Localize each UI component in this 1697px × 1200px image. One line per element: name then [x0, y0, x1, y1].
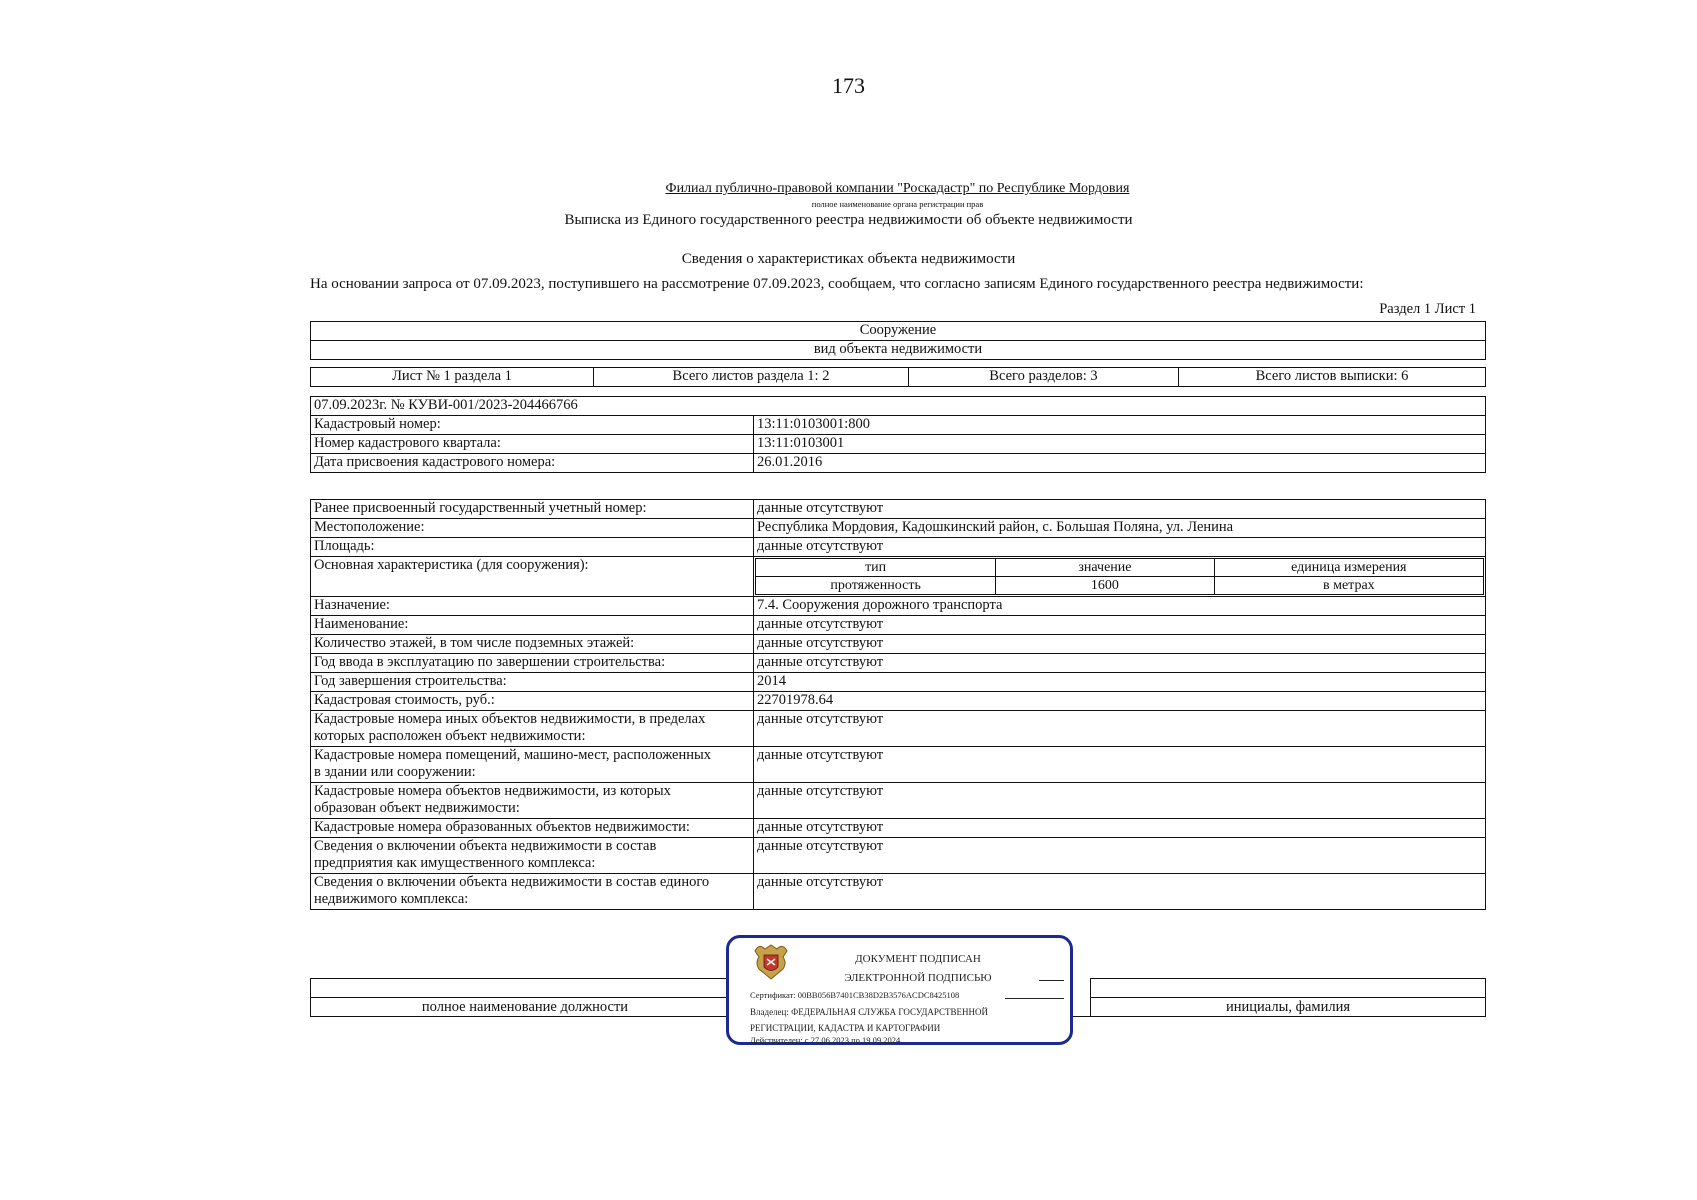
row-value: данные отсутствуют [754, 654, 1486, 673]
name-blank [1091, 979, 1486, 998]
row-label: Кадастровый номер: [311, 416, 754, 435]
table-row [311, 635, 1486, 654]
row-label: Наименование: [311, 616, 754, 635]
row-value: данные отсутствуют [754, 538, 1486, 557]
row-label-line: недвижимого комплекса: [314, 891, 469, 907]
table-row [311, 435, 1486, 454]
table-row [311, 711, 1486, 747]
object-kind-table [310, 321, 1486, 360]
row-label-line: Кадастровые номера объектов недвижимости, из которых [314, 783, 671, 799]
stamp-validity: Действителен: с 27.06.2023 по 19.09.2024 [750, 1035, 901, 1045]
column-header: значение [996, 559, 1214, 577]
row-value: данные отсутствуют [754, 838, 1486, 874]
organization-text: Филиал публично-правовой компании "Роскадастр" по Республике Мордовия [665, 181, 1130, 196]
row-value: 7.4. Сооружения дорожного транспорта [754, 597, 1486, 616]
row-label: Ранее присвоенный государственный учетный номер: [311, 500, 754, 519]
table-row [311, 519, 1486, 538]
row-label [311, 711, 754, 747]
row-value: данные отсутствуют [754, 819, 1486, 838]
stamp-divider [1005, 998, 1064, 999]
table-row [311, 874, 1486, 910]
row-label-line: Сведения о включении объекта недвижимости в состав [314, 838, 657, 854]
stamp-divider [1039, 980, 1064, 981]
main-characteristic-cell [754, 557, 1486, 597]
table-row [311, 819, 1486, 838]
section-reference: Раздел 1 Лист 1 [1379, 301, 1476, 317]
total-sheets-count: Всего листов выписки: 6 [1179, 368, 1486, 387]
row-label: Номер кадастрового квартала: [311, 435, 754, 454]
name-caption: инициалы, фамилия [1091, 998, 1486, 1017]
document-subtitle: Сведения о характеристиках объекта недвижимости [681, 251, 1016, 267]
column-header: единица измерения [1214, 559, 1483, 577]
table-row [311, 454, 1486, 473]
organization-name [0, 181, 1697, 197]
sheets-table [310, 367, 1486, 387]
coat-of-arms-icon [749, 941, 793, 985]
cadastral-number: 13:11:0103001:800 [754, 416, 1486, 435]
row-label: Площадь: [311, 538, 754, 557]
row-label [311, 838, 754, 874]
table-row [311, 500, 1486, 519]
row-label: Год завершения строительства: [311, 673, 754, 692]
table-row [311, 747, 1486, 783]
row-label: Дата присвоения кадастрового номера: [311, 454, 754, 473]
row-value: данные отсутствуют [754, 635, 1486, 654]
table-row [311, 416, 1486, 435]
row-label: Основная характеристика (для сооружения): [311, 557, 754, 597]
sections-count: Всего разделов: 3 [909, 368, 1179, 387]
table-row [311, 783, 1486, 819]
cadastral-value: 22701978.64 [754, 692, 1486, 711]
assignment-date: 26.01.2016 [754, 454, 1486, 473]
electronic-signature-stamp [726, 935, 1073, 1045]
table-row [311, 838, 1486, 874]
stamp-line-2: ЭЛЕКТРОННОЙ ПОДПИСЬЮ [844, 972, 992, 984]
stamp-owner-line-2: РЕГИСТРАЦИИ, КАДАСТРА И КАРТОГРАФИИ [750, 1023, 941, 1033]
identifiers-table [310, 396, 1486, 473]
row-value: данные отсутствуют [754, 616, 1486, 635]
row-label-line: которых расположен объект недвижимости: [314, 728, 586, 744]
characteristic-unit: в метрах [1214, 577, 1483, 595]
column-header: тип [756, 559, 996, 577]
main-characteristic-table [755, 558, 1484, 595]
object-kind-caption: вид объекта недвижимости [311, 341, 1486, 360]
row-value: данные отсутствуют [754, 500, 1486, 519]
table-row [311, 557, 1486, 597]
row-label-line: в здании или сооружении: [314, 764, 476, 780]
row-value: данные отсутствуют [754, 783, 1486, 819]
row-label: Местоположение: [311, 519, 754, 538]
table-row [311, 538, 1486, 557]
cadastral-quarter: 13:11:0103001 [754, 435, 1486, 454]
row-label-line: образован объект недвижимости: [314, 800, 520, 816]
organization-caption: полное наименование органа регистрации прав [811, 199, 984, 209]
table-row [311, 616, 1486, 635]
document-title: Выписка из Единого государственного реестра недвижимости об объекте недвижимости [564, 212, 1133, 228]
stamp-owner-line-1: Владелец: ФЕДЕРАЛЬНАЯ СЛУЖБА ГОСУДАРСТВЕННОЙ [750, 1007, 989, 1017]
position-caption: полное наименование должности [311, 998, 740, 1017]
location-value: Республика Мордовия, Кадошкинский район, с. Большая Поляна, ул. Ленина [754, 519, 1486, 538]
characteristic-type: протяженность [756, 577, 996, 595]
section-sheets-count: Всего листов раздела 1: 2 [594, 368, 909, 387]
row-label: Кадастровая стоимость, руб.: [311, 692, 754, 711]
extract-date-number: 07.09.2023г. № КУВИ-001/2023-204466766 [311, 397, 1486, 416]
characteristic-value: 1600 [996, 577, 1214, 595]
row-label [311, 874, 754, 910]
table-row [311, 673, 1486, 692]
row-value: 2014 [754, 673, 1486, 692]
row-label-line: предприятия как имущественного комплекса: [314, 855, 596, 871]
request-text: На основании запроса от 07.09.2023, поступившего на рассмотрение 07.09.2023, сообщаем, что согласно записям Единого государственного реестра недвижимости: [310, 276, 1364, 292]
table-row [311, 597, 1486, 616]
position-blank [311, 979, 740, 998]
row-value: данные отсутствуют [754, 747, 1486, 783]
row-label [311, 747, 754, 783]
table-row [311, 692, 1486, 711]
row-label [311, 783, 754, 819]
row-label-line: Сведения о включении объекта недвижимости в состав единого [314, 874, 710, 890]
row-label: Количество этажей, в том числе подземных этажей: [311, 635, 754, 654]
table-row [311, 654, 1486, 673]
stamp-certificate: Сертификат: 00BB056B7401CB38D2B3576ACDC8425108 [750, 990, 960, 1000]
row-label-line: Кадастровые номера помещений, машино-мест, расположенных [314, 747, 711, 763]
row-label: Назначение: [311, 597, 754, 616]
stamp-line-1: ДОКУМЕНТ ПОДПИСАН [855, 953, 981, 965]
row-label: Год ввода в эксплуатацию по завершении строительства: [311, 654, 754, 673]
characteristics-table [310, 499, 1486, 910]
sheet-number: Лист № 1 раздела 1 [311, 368, 594, 387]
row-label-line: Кадастровые номера иных объектов недвижимости, в пределах [314, 711, 706, 727]
object-kind-value: Сооружение [311, 322, 1486, 341]
row-label: Кадастровые номера образованных объектов недвижимости: [311, 819, 754, 838]
row-value: данные отсутствуют [754, 874, 1486, 910]
page-number: 173 [832, 73, 865, 98]
row-value: данные отсутствуют [754, 711, 1486, 747]
